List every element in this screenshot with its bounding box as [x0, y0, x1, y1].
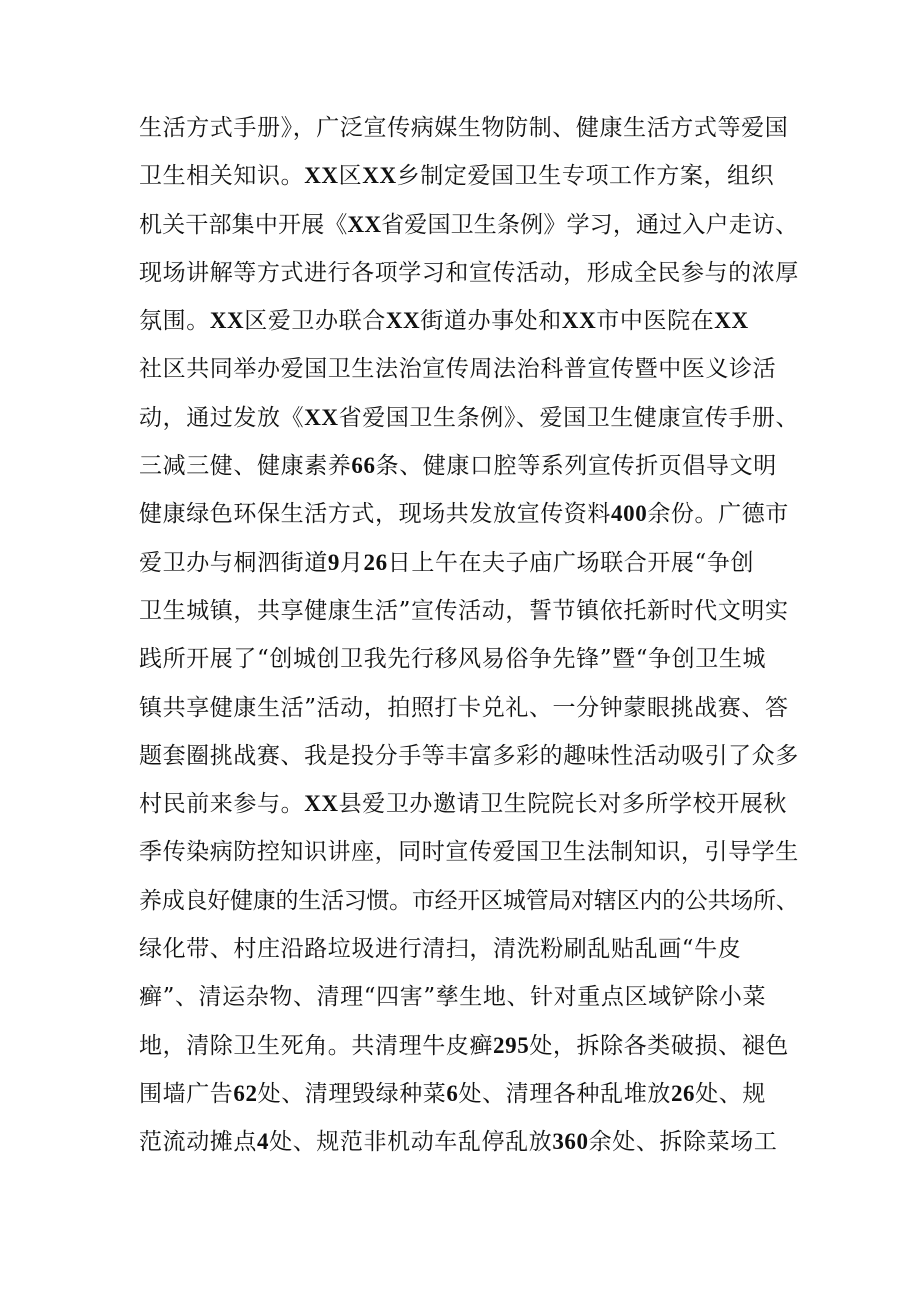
text-run: 健康绿色环保生活方式，现场共发放宣传资料	[139, 501, 611, 528]
text-run: 镇共享健康生活”活动，拍照打卡兑礼、一分钟蒙眼挑战赛、答	[139, 694, 789, 721]
text-run: 街道办事处和	[420, 308, 562, 335]
bold-number: XX	[362, 163, 397, 189]
bold-number: 4	[257, 1129, 270, 1155]
text-run: 绿化带、村庄沿路垃圾进行清扫，清洗粉刷乱贴乱画“牛皮	[139, 936, 742, 963]
text-line	[139, 635, 799, 683]
text-run: 季传染病防控知识讲座，同时宣传爱国卫生法制知识，引导学生	[139, 839, 799, 866]
text-run: 生活方式手册》，广泛宣传病媒生物防制、健康生活方式等爱国	[139, 115, 789, 141]
text-run: 践所开展了“创城创卫我先行移风易俗争先锋”暨“争创卫生城	[139, 646, 767, 673]
bold-number: XX	[304, 791, 339, 817]
text-run: 现场讲解等方式进行各项学习和宣传活动，形成全民参与的浓厚	[139, 259, 799, 286]
text-run: 三减三健、健康素养	[139, 453, 352, 480]
text-line	[139, 201, 799, 249]
text-line	[139, 1070, 799, 1118]
text-line	[139, 877, 799, 925]
text-run: 题套圈挑战赛、我是投分手等丰富多彩的趣味性活动吸引了众多	[139, 742, 799, 769]
text-run: 省爱国卫生条例》、爱国卫生健康宣传手册、	[338, 404, 800, 431]
text-run: 条、健康口腔等系列宣传折页倡导文明	[375, 453, 777, 480]
text-line	[139, 442, 799, 490]
text-run: 处、清理各种乱堆放	[458, 1080, 671, 1107]
text-line	[139, 104, 799, 152]
text-line	[139, 539, 799, 587]
text-run: 村民前来参与。	[139, 791, 305, 818]
text-run: 月	[339, 549, 364, 576]
text-run: 养成良好健康的生活习惯。市经开区城管局对辖区内的公共场所、	[139, 887, 799, 914]
text-line	[139, 394, 799, 442]
bold-number: 360	[552, 1129, 589, 1155]
text-run: 余份。广德市	[647, 501, 789, 528]
text-run: 围墙广告	[139, 1080, 234, 1107]
text-line	[139, 828, 799, 876]
bold-number: XX	[209, 308, 245, 334]
text-run: 日上午在夫子庙广场联合开展“争创	[387, 549, 755, 576]
text-run: 区爱卫办联合	[244, 308, 386, 335]
text-line	[139, 587, 799, 635]
text-line	[139, 732, 799, 780]
text-run: 范流动摊点	[139, 1129, 257, 1156]
bold-number: 62	[233, 1080, 258, 1106]
text-run: 处、清理毁绿种菜	[257, 1080, 447, 1107]
text-run: 余处、拆除菜场工	[588, 1129, 778, 1156]
bold-number: 26	[670, 1080, 696, 1106]
text-run: 市中医院在	[596, 308, 715, 335]
text-run: 爱卫办与桐泗街道	[139, 549, 328, 576]
bold-number: XX	[347, 211, 382, 237]
body-text	[139, 104, 799, 1167]
bold-number: XX	[304, 163, 339, 189]
bold-number: XX	[714, 308, 749, 334]
text-line	[139, 684, 799, 732]
bold-number: XX	[304, 404, 339, 430]
text-run: 地，清除卫生死角。共清理牛皮癣	[139, 1032, 493, 1059]
text-line	[139, 1022, 799, 1070]
text-run: 机关干部集中开展《	[139, 211, 348, 238]
bold-number: 66	[351, 453, 376, 479]
text-line	[139, 152, 799, 200]
bold-number: XX	[561, 308, 597, 334]
text-run: 乡制定爱国卫生专项工作方案，组织	[396, 163, 775, 190]
bold-number: 295	[493, 1032, 530, 1058]
text-line	[139, 925, 799, 973]
text-line	[139, 780, 799, 828]
text-line	[139, 249, 799, 297]
text-line	[139, 1118, 799, 1166]
text-run: 癣”、清运杂物、清理“四害”孳生地、针对重点区域铲除小菜	[139, 984, 767, 1011]
text-run: 处、规	[695, 1080, 766, 1107]
text-run: 省爱国卫生条例》学习，通过入户走访、	[381, 211, 799, 238]
text-run: 动，通过发放《	[139, 404, 305, 431]
bold-number: 26	[363, 549, 388, 575]
text-line	[139, 345, 799, 393]
text-run: 县爱卫办邀请卫生院院长对多所学校开展秋	[338, 791, 788, 818]
text-line	[139, 973, 799, 1021]
bold-number: XX	[385, 308, 421, 334]
text-line	[139, 490, 799, 538]
bold-number: 9	[327, 549, 340, 575]
text-run: 区	[338, 163, 363, 190]
text-line	[139, 297, 799, 345]
text-run: 处，拆除各类破损、褪色	[529, 1032, 789, 1059]
text-run: 氛围。	[139, 308, 210, 335]
text-run: 社区共同举办爱国卫生法治宣传周法治科普宣传暨中医义诊活	[139, 356, 777, 383]
bold-number: 6	[446, 1080, 459, 1106]
bold-number: 400	[611, 501, 648, 527]
text-run: 处、规范非机动车乱停乱放	[269, 1129, 553, 1156]
text-run: 卫生相关知识。	[139, 163, 305, 190]
text-run: 卫生城镇，共享健康生活”宣传活动，誓节镇依托新时代文明实	[139, 597, 789, 624]
